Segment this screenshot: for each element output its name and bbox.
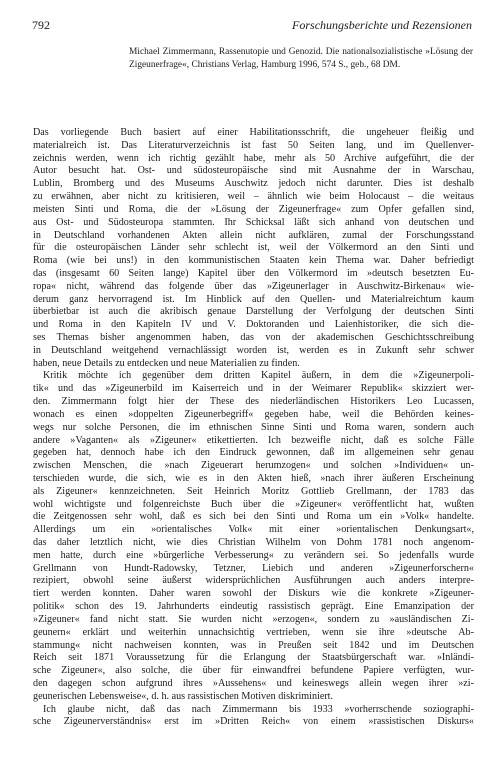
text-line: men hatte, durch eine »bürgerliche Verbesserung« zu verändern sei. So jedenfalls wurde [33, 549, 474, 561]
text-line: geunerischen Lebensweise«, d. h. aus rassistischen Motiven diskriminiert. [33, 690, 334, 702]
text-line: Lublin, Bromberg und des Museums Auschwitz jedoch nicht darunter. Dies ist deshalb [33, 178, 474, 190]
text-line: Grellmann von Hundt-Radowsky, Tetzner, Liebich und anderen »Zigeunerforschern« [33, 562, 474, 574]
text-line: und Roma in den Kapiteln IV und V. Doktoranden und Laienhistoriker, die sich die- [33, 319, 474, 331]
text-line: zwischen Menschen, die »nach Zigeuerart herumzogen« und solchen »Individuen« un- [33, 460, 474, 472]
text-line: den. Zimmermann folgt hier der These des niederländischen Historikers Leo Lucassen, [33, 396, 474, 408]
text-line: gegeben hat, dennoch habe ich den Eindruck gewonnen, daß im allgemeinen sehr genau [33, 447, 474, 459]
text-line: aus Ost- und Südosteuropa stammten. Ihr Schicksal läßt sich anhand von deutschen und [33, 216, 474, 228]
text-line: Roma (wie bei uns!) in den kommunistischen Staaten kein Thema war. Daher befriedigt [33, 255, 474, 267]
text-line: überbietbar ist auch die akribisch genaue Darstellung der Verfolgung der deutschen Sinti [33, 306, 474, 318]
page-number: 792 [32, 18, 50, 32]
review-body [33, 127, 474, 729]
text-line: stammung« nicht nachweisen konnten, was in Preußen seit 1842 und im Deutschen [33, 639, 474, 651]
text-line: politik« schon des 19. Jahrhunderts eindeutig rassistisch geprägt. Eine Emanzipation der [33, 601, 474, 613]
text-line: terschieden wurde, die sich, wie es in den Akten hieß, »nach ihrer äußeren Erscheinung [33, 472, 474, 484]
text-line: meisten Sinti und Roma, die der »Lösung der Zigeunerfrage« zum Opfer gefallen sind, [33, 203, 474, 215]
text-line: tiert werden konnten. Daher waren sowohl der Diskurs wie die konkrete »Zigeuner- [33, 588, 474, 600]
text-line: zu erwähnen, aber nicht zu kritisieren, weil – ähnlich wie beim Holocaust – die weitaus [33, 191, 474, 203]
text-line: ses Themas bisher angenommen haben, das von der akademischen Geschichtsschreibung [33, 332, 474, 343]
text-line: Reich seit 1871 Voraussetzung für die Erlangung der Staatsbürgerschaft war. »Inländi- [33, 652, 474, 664]
text-line: andere »Vaganten« als »Zigeuner« etikettierten. Ich bezweifle nicht, daß es solche Fälle [33, 434, 474, 446]
text-line: das (insgesamt 60 Seiten lange) Kapitel über den Völkermord im »deutsch besetzten Eu- [33, 267, 474, 279]
text-line: materialreich ist. Das Literaturverzeichnis ist fast 50 Seiten lang, und im Quellenver- [33, 139, 474, 151]
text-line: Das vorliegende Buch basiert auf einer Habilitationsschrift, die ungeheuer fleißig und [33, 127, 474, 138]
text-line: das daher letztlich nicht, wie dies Christian Wilhelm von Dohm 1781 noch angenom- [33, 537, 474, 548]
book-citation: Michael Zimmermann, Rassenutopie und Genozid. Die nationalsozialistische »Lösung der Zigeunerfrage«, Christians Verlag, Hamburg 1996, 574 S., geb., 68 DM. [129, 47, 473, 71]
text-line: sche Zigeunerverständnis« erst im »Dritten Reich« von einem »rassistischen Diskurs« [33, 716, 474, 728]
text-line: wegs nur solche Personen, die im ethnischen Sinne Sinti und Roma waren, sondern auch [33, 421, 474, 433]
text-line: derum ganz hervorragend ist. Im Hinblick auf den Quellen- und Materialreichtum kaum [33, 293, 474, 305]
text-line: rezipiert, obwohl seine äußerst widersprüchlichen Ausführungen auch anders interpre- [33, 575, 474, 587]
text-line: den dagegen schon aufgrund ihres »Aussehens« und keineswegs allein wegen ihrer »zi- [33, 677, 474, 689]
text-line: haben, neue Details zu entdecken und neue Materialien zu finden. [33, 357, 300, 369]
text-line: die Zeitgenossen sehr wohl, daß es sich bei den Sinti und Roma um ein »Volk« handelte. [33, 511, 474, 523]
text-line: Autor besucht hat. Ost- und südosteuropäische sind mit Ausnahme der in Warschau, [33, 165, 474, 177]
text-line: tik« und das »Zigeunerbild im Kaiserreich und in der Weimarer Republik« skizziert wer- [33, 383, 474, 395]
text-line: zeichnis werden, wenn ich richtig gezählt habe, mehr als 50 Archive aufgeführt, die der [33, 152, 474, 164]
text-line: wonach es einen »doppelten Zigeunerbegriff« gegeben habe, weil die Behörden keines- [33, 408, 474, 420]
text-line: geunern« erklärt und weiterhin unnachsichtig vertrieben, wenn sie ihre »deutsche Ab- [33, 626, 474, 638]
text-line: ropa« nicht, während das folgende über das »Zigeunerlager in Auschwitz-Birkenau« wie- [33, 280, 474, 292]
text-line: Kritik möchte ich gegenüber dem dritten Kapitel äußern, in dem die »Zigeunerpoli- [43, 370, 474, 382]
text-line: Ich glaube nicht, daß das nach Zimmermann bis 1933 »vorherrschende soziographi- [43, 703, 474, 715]
text-line: wohl wichtigste und folgenreichste Buch über die »Zigeuner« veröffentlicht hat, wußten [33, 498, 474, 510]
text-line: Allerdings um ein »orientalisches Volk« mit einer »orientalischen Denkungsart«, [33, 524, 474, 536]
text-line: als Zigeuner« kennzeichneten. Seit Heinrich Moritz Gottlieb Grellmann, der 1783 das [33, 485, 474, 497]
text-line: für die osteuropäischen Länder sehr schlecht ist, weil der Völkermord an den Sinti und [33, 242, 474, 254]
text-line: »Zigeuner« fand nicht statt. Sie wurden nicht »erzogen«, sondern zu »ausländischen Zi- [33, 613, 474, 625]
text-line: sche Zigeuner«, also solche, die über für einwandfrei befundene Papiere verfügten, wur- [33, 665, 474, 677]
text-line: in Deutschland vorhandenen Akten allein nicht aufklären, zumal der Forschungsstand [33, 229, 474, 241]
running-head: Forschungsberichte und Rezensionen [292, 18, 472, 32]
text-line: in Deutschland weitgehend vernachlässigt worden ist, werden es in Zukunft sehr schwer [33, 344, 474, 356]
